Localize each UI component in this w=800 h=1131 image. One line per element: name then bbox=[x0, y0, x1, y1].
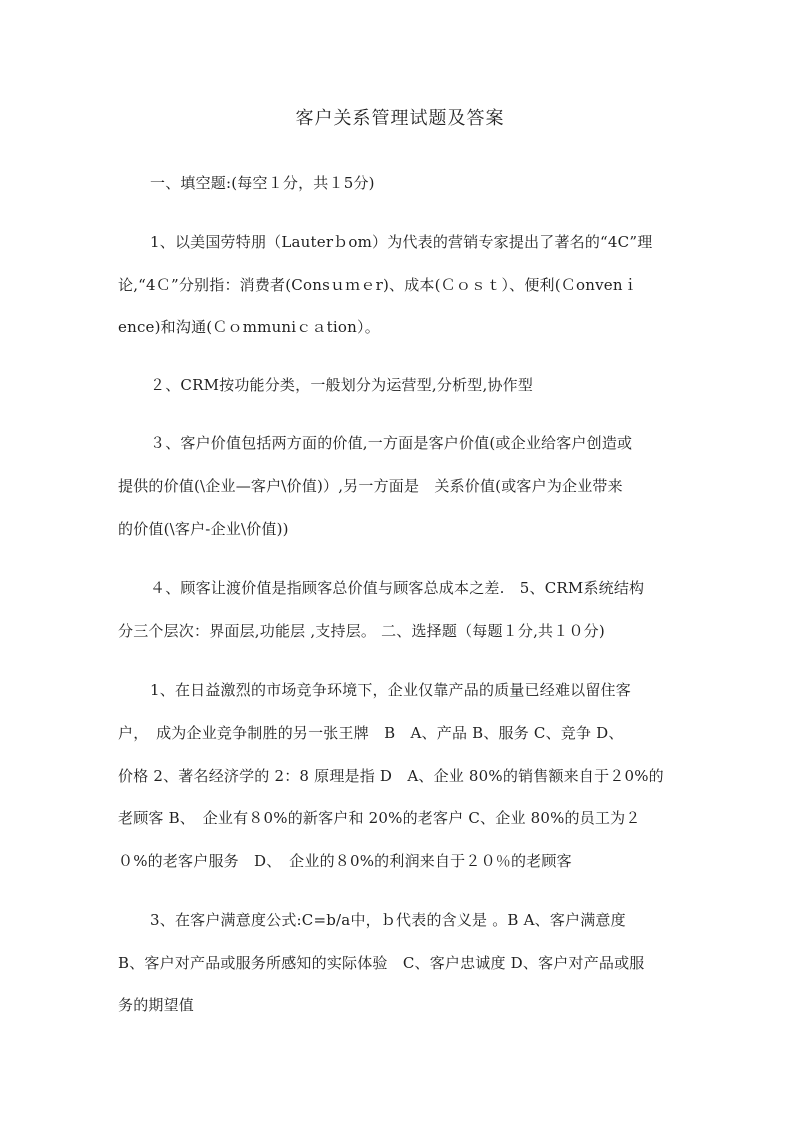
paragraph-line: 3、在客户满意度公式:C=b/a中，ｂ代表的含义是 。B A、客户满意度 bbox=[150, 911, 626, 929]
paragraph-line: 务的期望值 bbox=[118, 996, 195, 1014]
paragraph-line: 价格 2、著名经济学的 2：8 原理是指 D A、企业 80%的销售额来自于２0%的 bbox=[118, 767, 664, 785]
paragraph-line: B、客户对产品或服务所感知的实际体验 C、客户忠诚度 D、客户对产品或服 bbox=[118, 954, 645, 972]
document-title: 客户关系管理试题及答案 bbox=[295, 108, 505, 129]
paragraph-line: 老顾客 B、 企业有８0%的新客户和 20%的老客户 C、企业 80%的员工为２ bbox=[118, 809, 641, 827]
paragraph-line: ４、顾客让渡价值是指顾客总价值与顾客总成本之差. 5、CRM系统结构 bbox=[150, 579, 645, 597]
paragraph-line: 1、以美国劳特朋（Lauterｂom）为代表的营销专家提出了著名的“4C”理 bbox=[150, 233, 653, 251]
paragraph-line: ３、客户价值包括两方面的价值,一方面是客户价值(或企业给客户创造或 bbox=[150, 434, 633, 452]
paragraph-line: 论,“4Ｃ”分别指：消费者(Consｕｍｅr)、成本(Ｃｏｓｔ）、便利(Ｃonvenｉ bbox=[118, 276, 638, 294]
paragraph-line: 1、在日益激烈的市场竞争环境下，企业仅靠产品的质量已经难以留住客 bbox=[150, 681, 631, 699]
paragraph-line: 分三个层次：界面层,功能层 ,支持层。 二、选择题（每题１分,共１０分) bbox=[118, 622, 605, 640]
paragraph-line: 的价值(\客户-企业\价值)) bbox=[118, 520, 289, 538]
paragraph-line: ence)和沟通(Ｃｏmmuniｃａtion）。 bbox=[118, 318, 380, 336]
paragraph-line: ０%的老客户服务 D、 企业的８0%的利润来自于２０％的老顾客 bbox=[118, 852, 572, 870]
section-heading-fill-in: 一、填空题:(每空１分，共１5分) bbox=[150, 174, 375, 192]
paragraph-line: 提供的价值(\企业—客户\价值)）,另一方面是 关系价值(或客户为企业带来 bbox=[118, 477, 623, 495]
paragraph-line: 户， 成为企业竞争制胜的另一张王牌 B A、产品 B、服务 C、竞争 D、 bbox=[118, 724, 624, 742]
paragraph-line: ２、CRM按功能分类，一般划分为运营型,分析型,协作型 bbox=[150, 376, 534, 394]
